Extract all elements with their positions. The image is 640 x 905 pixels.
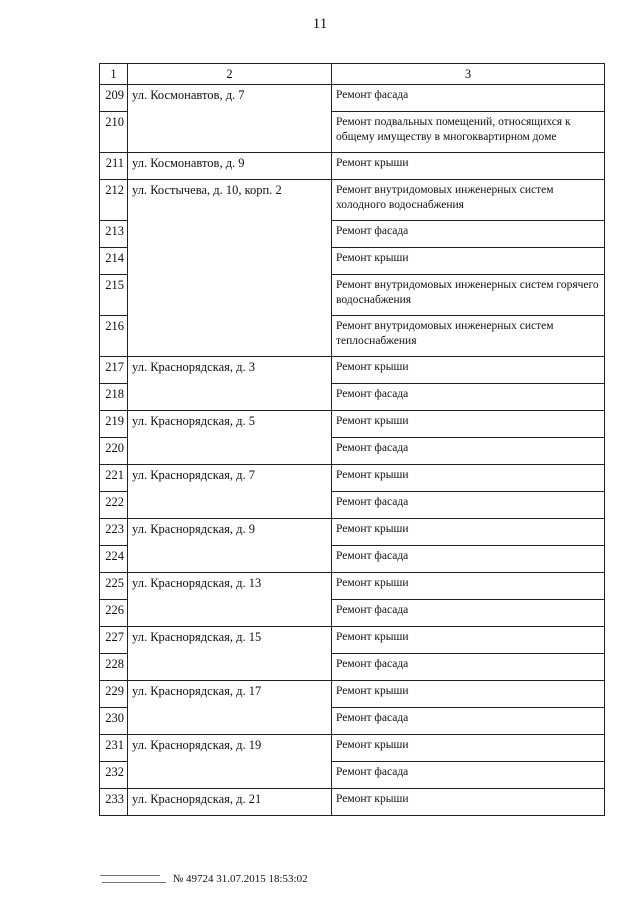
- work-type-cell: Ремонт крыши: [332, 627, 605, 654]
- work-type-cell: Ремонт внутридомовых инженерных систем горячего водоснабжения: [332, 275, 605, 316]
- work-type-cell: Ремонт фасада: [332, 384, 605, 411]
- row-number-cell: 232: [100, 762, 128, 789]
- row-number-cell: 231: [100, 735, 128, 762]
- table-row: [100, 627, 605, 654]
- work-type-cell: Ремонт фасада: [332, 654, 605, 681]
- work-type-cell: Ремонт крыши: [332, 789, 605, 816]
- work-type-cell: Ремонт фасада: [332, 708, 605, 735]
- work-type-cell: Ремонт крыши: [332, 573, 605, 600]
- table-row: [100, 180, 605, 221]
- address-cell: ул. Краснорядская, д. 19: [128, 735, 332, 789]
- address-cell: ул. Космонавтов, д. 7: [128, 85, 332, 153]
- row-number-cell: 228: [100, 654, 128, 681]
- work-type-cell: Ремонт фасада: [332, 762, 605, 789]
- row-number-cell: 233: [100, 789, 128, 816]
- work-type-cell: Ремонт фасада: [332, 221, 605, 248]
- row-number-cell: 224: [100, 546, 128, 573]
- table-row: [100, 357, 605, 384]
- work-type-cell: Ремонт фасада: [332, 600, 605, 627]
- address-cell: ул. Космонавтов, д. 9: [128, 153, 332, 180]
- table-row: [100, 789, 605, 816]
- row-number-cell: 216: [100, 316, 128, 357]
- document-footer: [100, 873, 308, 885]
- row-number-cell: 226: [100, 600, 128, 627]
- row-number-cell: 230: [100, 708, 128, 735]
- column-header: 2: [128, 64, 332, 85]
- row-number-cell: 225: [100, 573, 128, 600]
- address-cell: ул. Краснорядская, д. 15: [128, 627, 332, 681]
- work-type-cell: Ремонт фасада: [332, 85, 605, 112]
- work-type-cell: Ремонт крыши: [332, 357, 605, 384]
- row-number-cell: 220: [100, 438, 128, 465]
- work-type-cell: Ремонт крыши: [332, 411, 605, 438]
- work-type-cell: Ремонт крыши: [332, 153, 605, 180]
- work-type-cell: Ремонт фасада: [332, 492, 605, 519]
- table-row: [100, 465, 605, 492]
- table-row: [100, 85, 605, 112]
- address-cell: ул. Краснорядская, д. 9: [128, 519, 332, 573]
- address-cell: ул. Краснорядская, д. 21: [128, 789, 332, 816]
- table-row: [100, 735, 605, 762]
- row-number-cell: 217: [100, 357, 128, 384]
- row-number-cell: 229: [100, 681, 128, 708]
- table-header-row: [100, 64, 605, 85]
- address-cell: ул. Краснорядская, д. 7: [128, 465, 332, 519]
- work-type-cell: Ремонт крыши: [332, 519, 605, 546]
- work-type-cell: Ремонт крыши: [332, 735, 605, 762]
- table-row: [100, 573, 605, 600]
- work-type-cell: Ремонт подвальных помещений, относящихся к общему имуществу в многоквартирном доме: [332, 112, 605, 153]
- work-type-cell: Ремонт фасада: [332, 546, 605, 573]
- row-number-cell: 219: [100, 411, 128, 438]
- page-number: 11: [312, 16, 328, 32]
- work-type-cell: Ремонт фасада: [332, 438, 605, 465]
- table-row: [100, 153, 605, 180]
- row-number-cell: 221: [100, 465, 128, 492]
- address-cell: ул. Краснорядская, д. 13: [128, 573, 332, 627]
- row-number-cell: 227: [100, 627, 128, 654]
- address-cell: ул. Костычева, д. 10, корп. 2: [128, 180, 332, 357]
- document-reference: № 49724 31.07.2015 18:53:02: [172, 873, 308, 885]
- work-type-cell: Ремонт внутридомовых инженерных систем теплоснабжения: [332, 316, 605, 357]
- work-type-cell: Ремонт крыши: [332, 681, 605, 708]
- table-row: [100, 519, 605, 546]
- row-number-cell: 215: [100, 275, 128, 316]
- work-type-cell: Ремонт крыши: [332, 465, 605, 492]
- address-cell: ул. Краснорядская, д. 5: [128, 411, 332, 465]
- row-number-cell: 212: [100, 180, 128, 221]
- table-row: [100, 681, 605, 708]
- row-number-cell: 209: [100, 85, 128, 112]
- row-number-cell: 223: [100, 519, 128, 546]
- row-number-cell: 213: [100, 221, 128, 248]
- work-type-cell: Ремонт внутридомовых инженерных систем холодного водоснабжения: [332, 180, 605, 221]
- works-table: [99, 63, 605, 816]
- row-number-cell: 214: [100, 248, 128, 275]
- row-number-cell: 218: [100, 384, 128, 411]
- print-mark: [100, 874, 166, 884]
- row-number-cell: 211: [100, 153, 128, 180]
- column-header: 3: [332, 64, 605, 85]
- row-number-cell: 210: [100, 112, 128, 153]
- row-number-cell: 222: [100, 492, 128, 519]
- address-cell: ул. Краснорядская, д. 3: [128, 357, 332, 411]
- table-row: [100, 411, 605, 438]
- column-header: 1: [100, 64, 128, 85]
- work-type-cell: Ремонт крыши: [332, 248, 605, 275]
- address-cell: ул. Краснорядская, д. 17: [128, 681, 332, 735]
